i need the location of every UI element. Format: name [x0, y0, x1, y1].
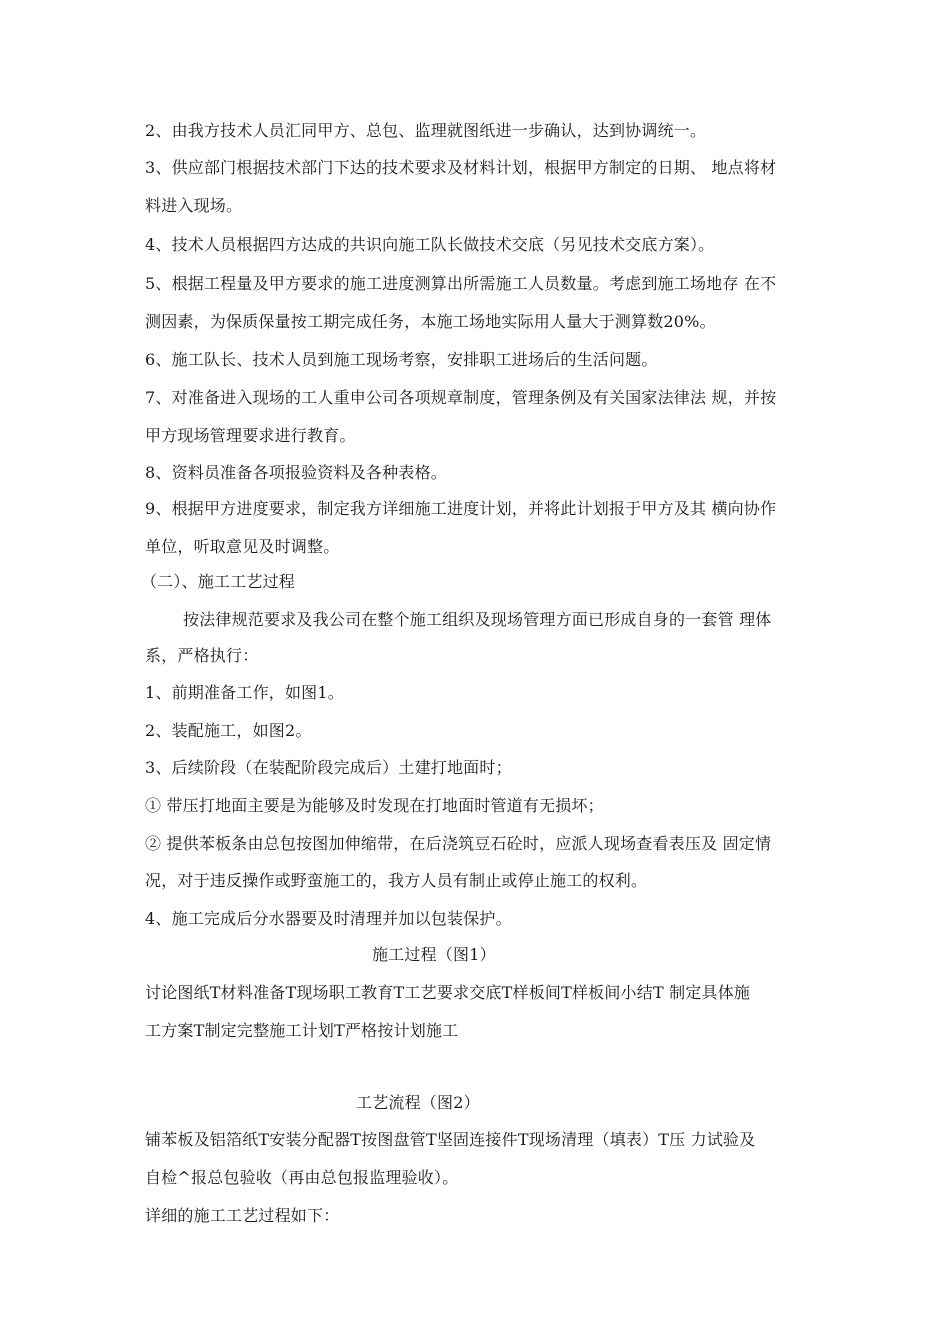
step-1: 1、前期准备工作，如图1。 [145, 683, 344, 702]
figure-1-flow-cont: 工方案T制定完整施工计划T严格按计划施工 [145, 1021, 459, 1040]
closing-line: 详细的施工工艺过程如下： [145, 1206, 340, 1225]
list-item-6: 6、施工队长、技术人员到施工现场考察，安排职工进场后的生活问题。 [145, 350, 658, 369]
step-3-sub-1: ① 带压打地面主要是为能够及时发现在打地面时管道有无损坏； [145, 796, 604, 815]
list-item-7: 7、对准备进入现场的工人重申公司各项规章制度，管理条例及有关国家法律法 规，并按 [145, 388, 777, 407]
step-2: 2、装配施工，如图2。 [145, 721, 312, 740]
figure-2-caption: 工艺流程（图2） [356, 1093, 480, 1112]
list-item-3: 3、供应部门根据技术部门下达的技术要求及材料计划，根据甲方制定的日期、 地点将材 [145, 158, 777, 177]
step-3: 3、后续阶段（在装配阶段完成后）土建打地面时； [145, 758, 512, 777]
figure-1-caption: 施工过程（图1） [372, 945, 496, 964]
list-item-9: 9、根据甲方进度要求，制定我方详细施工进度计划，并将此计划报于甲方及其 横向协作 [145, 499, 777, 518]
step-4: 4、施工完成后分水器要及时清理并加以包装保护。 [145, 909, 512, 928]
list-item-3-cont: 料进入现场。 [145, 196, 243, 215]
list-item-5: 5、根据工程量及甲方要求的施工进度测算出所需施工人员数量。考虑到施工场地存 在不 [145, 274, 777, 293]
figure-1-flow: 讨论图纸T材料准备T现场职工教育T工艺要求交底T样板间T样板间小结T 制定具体施 [145, 983, 751, 1002]
intro-paragraph-cont: 系，严格执行： [145, 646, 259, 665]
list-item-5-cont: 测因素，为保质保量按工期完成任务，本施工场地实际用人量大于测算数20%。 [145, 312, 716, 331]
list-item-9-cont: 单位，听取意见及时调整。 [145, 537, 340, 556]
step-3-sub-2-cont: 况，对于违反操作或野蛮施工的，我方人员有制止或停止施工的权利。 [145, 871, 648, 890]
list-item-2: 2、由我方技术人员汇同甲方、总包、监理就图纸进一步确认，达到协调统一。 [145, 121, 707, 140]
list-item-7-cont: 甲方现场管理要求进行教育。 [145, 426, 356, 445]
list-item-4: 4、技术人员根据四方达成的共识向施工队长做技术交底（另见技术交底方案）。 [145, 235, 715, 254]
intro-paragraph: 按法律规范要求及我公司在整个施工组织及现场管理方面已形成自身的一套管 理体 [183, 610, 772, 629]
step-3-sub-2: ② 提供苯板条由总包按图加伸缩带，在后浇筑豆石砼时，应派人现场查看表压及 固定情 [145, 834, 772, 853]
figure-2-flow: 铺苯板及铝箔纸T安装分配器T按图盘管T坚固连接件T现场清理（填表）T压 力试验及 [145, 1130, 756, 1149]
figure-2-flow-cont: 自检^报总包验收（再由总包报监理验收）。 [145, 1168, 459, 1187]
section-heading: （二）、施工工艺过程 [141, 572, 296, 591]
list-item-8: 8、资料员准备各项报验资料及各种表格。 [145, 463, 447, 482]
